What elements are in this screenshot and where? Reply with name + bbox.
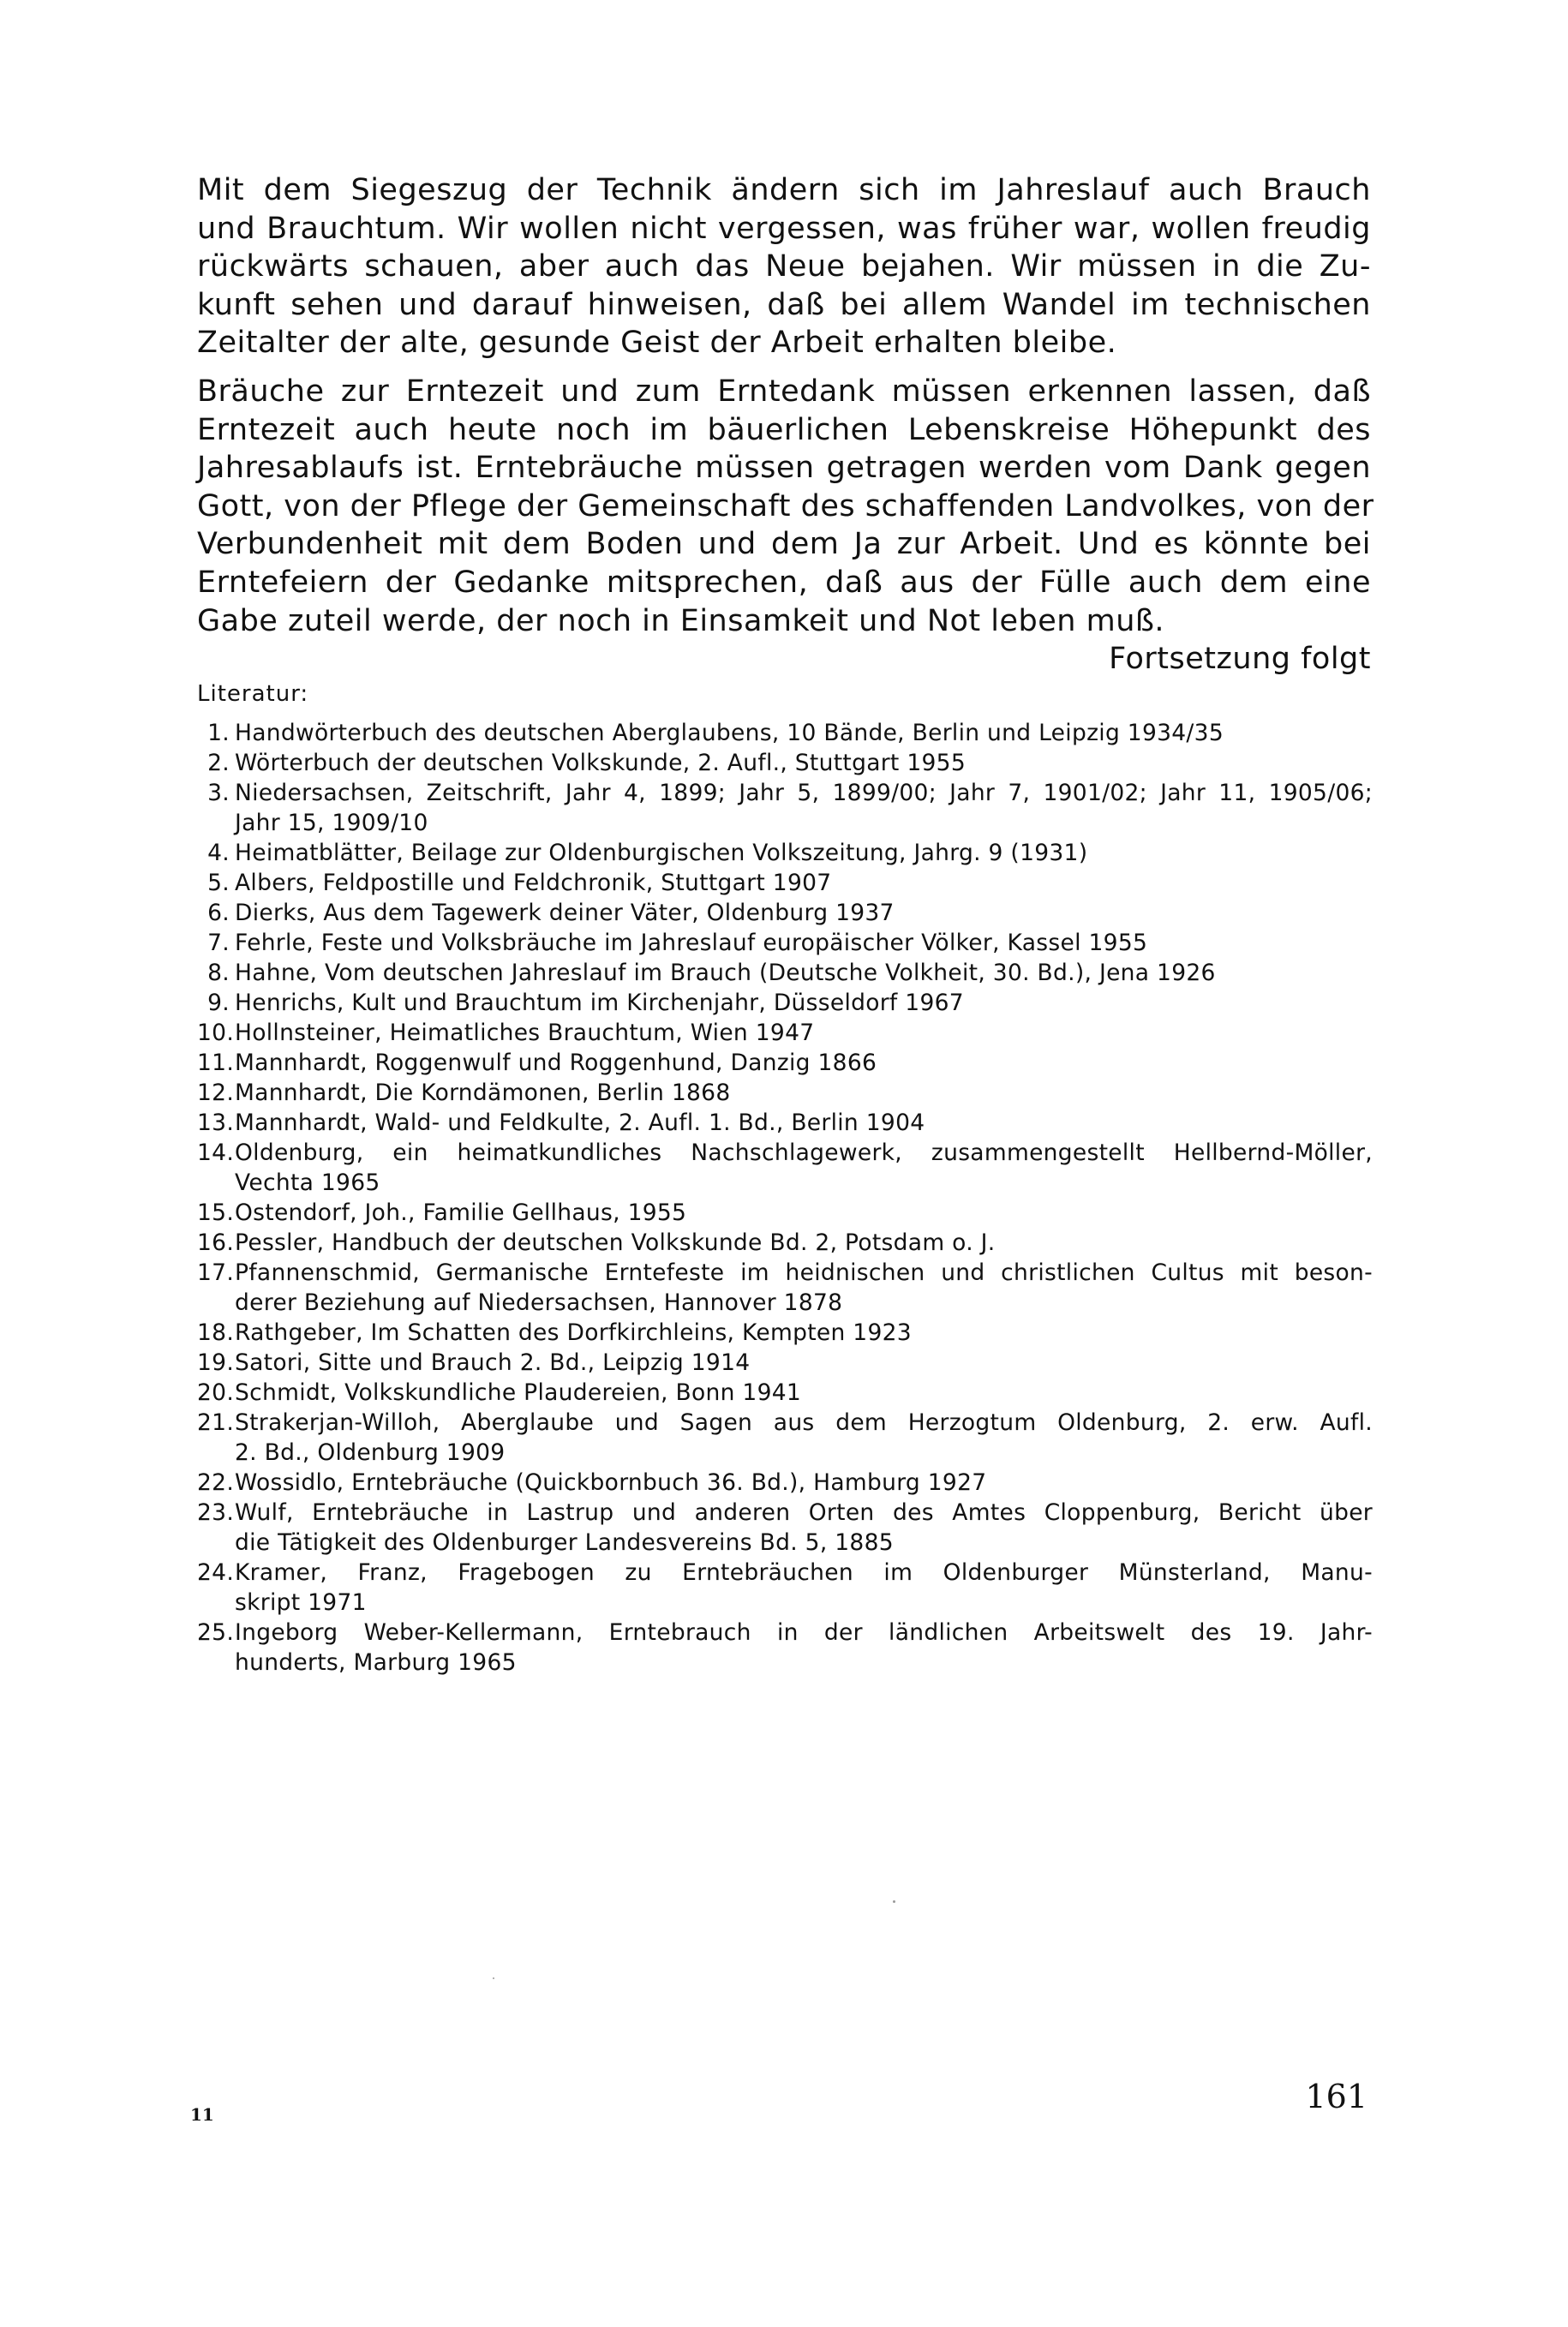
- reference-number: 23.: [197, 1499, 235, 1526]
- text-line: Verbundenheit mit dem Boden und dem Ja zur Arbeit. Und es könnte bei: [197, 527, 1371, 562]
- reference-text: [230, 1018, 1373, 1048]
- reference-item: [197, 868, 1373, 898]
- reference-text: [230, 1468, 1373, 1498]
- reference-line: Jahr 15, 1909/10: [235, 810, 428, 836]
- reference-line: 2. Bd., Oldenburg 1909: [235, 1439, 506, 1466]
- reference-number: 16.: [197, 1229, 235, 1256]
- reference-line: Oldenburg, ein heimatkundliches Nachschlagewerk, zusammengestellt Hellbernd-Möller,: [235, 1140, 1373, 1166]
- text-line: Erntezeit auch heute noch im bäuerlichen Lebenskreise Höhepunkt des: [197, 412, 1371, 447]
- reference-number: 10.: [197, 1020, 235, 1046]
- reference-number: 19.: [197, 1349, 235, 1376]
- reference-item: [197, 898, 1373, 928]
- reference-item: [197, 1108, 1373, 1138]
- reference-line: Satori, Sitte und Brauch 2. Bd., Leipzig 1914: [235, 1349, 751, 1376]
- text-line: und Brauchtum. Wir wollen nicht vergessen, was früher war, wollen freudig: [197, 211, 1371, 246]
- reference-line: Mannhardt, Die Korndämonen, Berlin 1868: [235, 1080, 731, 1106]
- continued-note: Fortsetzung folgt: [1109, 642, 1371, 677]
- reference-number: 22.: [197, 1469, 235, 1496]
- print-speck: [893, 1900, 895, 1903]
- reference-number: 6.: [207, 900, 230, 926]
- reference-item: [197, 1138, 1373, 1198]
- reference-number: 1.: [207, 720, 230, 746]
- reference-number: 4.: [207, 840, 230, 866]
- reference-text: [230, 748, 1373, 778]
- reference-number: 24.: [197, 1559, 235, 1586]
- reference-text: [230, 1558, 1373, 1618]
- reference-text: [230, 1048, 1373, 1078]
- reference-item: [197, 1558, 1373, 1618]
- body-text: [197, 171, 1374, 679]
- reference-text: [230, 928, 1373, 958]
- reference-line: Strakerjan-Willoh, Aberglaube und Sagen aus dem Herzogtum Oldenburg, 2. erw. Aufl.: [235, 1409, 1373, 1436]
- reference-item: [197, 718, 1373, 748]
- reference-text: [230, 1138, 1373, 1198]
- reference-line: Vechta 1965: [235, 1169, 380, 1196]
- reference-line: Schmidt, Volkskundliche Plaudereien, Bonn 1941: [235, 1379, 802, 1406]
- reference-line: Hollnsteiner, Heimatliches Brauchtum, Wien 1947: [235, 1020, 815, 1046]
- reference-item: [197, 988, 1373, 1018]
- reference-text: [230, 838, 1373, 868]
- reference-line: Henrichs, Kult und Brauchtum im Kirchenjahr, Düsseldorf 1967: [235, 990, 964, 1016]
- reference-number: 13.: [197, 1110, 235, 1136]
- text-line: rückwärts schauen, aber auch das Neue bejahen. Wir müssen in die Zu-: [197, 249, 1371, 284]
- reference-number: 17.: [197, 1259, 235, 1286]
- reference-number: 18.: [197, 1319, 235, 1346]
- reference-text: [230, 1348, 1373, 1378]
- reference-item: [197, 1258, 1373, 1318]
- reference-item: [197, 1348, 1373, 1378]
- text-line: Erntefeiern der Gedanke mitsprechen, daß aus der Fülle auch dem eine: [197, 565, 1371, 600]
- reference-item: [197, 1018, 1373, 1048]
- text-line: Gott, von der Pflege der Gemeinschaft des schaffenden Landvolkes, von der: [197, 488, 1374, 523]
- reference-item: [197, 1498, 1373, 1558]
- reference-text: [230, 1408, 1373, 1468]
- reference-number: 25.: [197, 1619, 235, 1646]
- text-line: Gabe zuteil werde, der noch in Einsamkeit und Not leben muß.: [197, 603, 1165, 638]
- reference-text: [230, 1498, 1373, 1558]
- reference-item: [197, 748, 1373, 778]
- reference-line: Niedersachsen, Zeitschrift, Jahr 4, 1899; Jahr 5, 1899/00; Jahr 7, 1901/02; Jahr 11, 1905/06;: [235, 780, 1373, 806]
- reference-number: 12.: [197, 1080, 235, 1106]
- text-line: kunft sehen und darauf hinweisen, daß bei allem Wandel im technischen: [197, 287, 1371, 322]
- reference-text: [230, 988, 1373, 1018]
- reference-line: Wörterbuch der deutschen Volkskunde, 2. Aufl., Stuttgart 1955: [235, 750, 966, 776]
- reference-list: [197, 718, 1373, 1678]
- reference-text: [230, 868, 1373, 898]
- reference-line: Kramer, Franz, Fragebogen zu Erntebräuchen im Oldenburger Münsterland, Manu-: [235, 1559, 1373, 1586]
- reference-line: Pessler, Handbuch der deutschen Volkskunde Bd. 2, Potsdam o. J.: [235, 1229, 996, 1256]
- reference-text: [230, 718, 1373, 748]
- reference-line: Dierks, Aus dem Tagewerk deiner Väter, Oldenburg 1937: [235, 900, 895, 926]
- page-number: 161: [1305, 2078, 1368, 2115]
- reference-text: [230, 778, 1373, 838]
- reference-number: 9.: [207, 990, 230, 1016]
- literature-heading: Literatur:: [197, 681, 309, 707]
- reference-item: [197, 1468, 1373, 1498]
- reference-text: [230, 1258, 1373, 1318]
- print-speck: [493, 1977, 494, 1979]
- reference-line: Ostendorf, Joh., Familie Gellhaus, 1955: [235, 1199, 687, 1226]
- reference-line: Wossidlo, Erntebräuche (Quickbornbuch 36. Bd.), Hamburg 1927: [235, 1469, 987, 1496]
- reference-text: [230, 1228, 1373, 1258]
- reference-item: [197, 1048, 1373, 1078]
- reference-number: 5.: [207, 870, 230, 896]
- reference-item: [197, 1618, 1373, 1678]
- reference-item: [197, 928, 1373, 958]
- reference-number: 21.: [197, 1409, 235, 1436]
- reference-number: 15.: [197, 1199, 235, 1226]
- reference-item: [197, 1378, 1373, 1408]
- reference-item: [197, 1078, 1373, 1108]
- reference-line: Rathgeber, Im Schatten des Dorfkirchleins, Kempten 1923: [235, 1319, 912, 1346]
- reference-text: [230, 1618, 1373, 1678]
- reference-item: [197, 1228, 1373, 1258]
- text-line: Bräuche zur Erntezeit und zum Erntedank müssen erkennen lassen, daß: [197, 374, 1371, 409]
- reference-line: skript 1971: [235, 1589, 367, 1616]
- reference-number: 8.: [207, 960, 230, 986]
- reference-line: derer Beziehung auf Niedersachsen, Hannover 1878: [235, 1289, 843, 1316]
- reference-text: [230, 1318, 1373, 1348]
- paragraph-1: [197, 171, 1371, 362]
- reference-number: 2.: [207, 750, 230, 776]
- reference-item: [197, 838, 1373, 868]
- reference-number: 3.: [207, 780, 230, 806]
- reference-line: Pfannenschmid, Germanische Erntefeste im heidnischen und christlichen Cultus mit beson-: [235, 1259, 1373, 1286]
- reference-text: [230, 1078, 1373, 1108]
- reference-item: [197, 1198, 1373, 1228]
- text-line: Jahresablaufs ist. Erntebräuche müssen getragen werden vom Dank gegen: [197, 451, 1371, 486]
- reference-item: [197, 778, 1373, 838]
- reference-line: Mannhardt, Roggenwulf und Roggenhund, Danzig 1866: [235, 1050, 877, 1076]
- reference-number: 11.: [197, 1050, 235, 1076]
- reference-text: [230, 958, 1373, 988]
- text-line: Zeitalter der alte, gesunde Geist der Arbeit erhalten bleibe.: [197, 326, 1117, 361]
- reference-text: [230, 898, 1373, 928]
- reference-number: 7.: [207, 930, 230, 956]
- reference-text: [230, 1108, 1373, 1138]
- paragraph-2: [197, 373, 1374, 640]
- reference-line: Mannhardt, Wald- und Feldkulte, 2. Aufl. 1. Bd., Berlin 1904: [235, 1110, 925, 1136]
- reference-line: Fehrle, Feste und Volksbräuche im Jahreslauf europäischer Völker, Kassel 1955: [235, 930, 1148, 956]
- reference-item: [197, 958, 1373, 988]
- reference-line: Wulf, Erntebräuche in Lastrup und anderen Orten des Amtes Cloppenburg, Bericht über: [235, 1499, 1373, 1526]
- reference-item: [197, 1408, 1373, 1468]
- reference-number: 20.: [197, 1379, 235, 1406]
- reference-line: Albers, Feldpostille und Feldchronik, Stuttgart 1907: [235, 870, 832, 896]
- text-line: Mit dem Siegeszug der Technik ändern sich im Jahreslauf auch Brauch: [197, 173, 1371, 207]
- reference-line: Handwörterbuch des deutschen Aberglaubens, 10 Bände, Berlin und Leipzig 1934/35: [235, 720, 1224, 746]
- reference-text: [230, 1198, 1373, 1228]
- reference-item: [197, 1318, 1373, 1348]
- reference-line: Hahne, Vom deutschen Jahreslauf im Brauch (Deutsche Volkheit, 30. Bd.), Jena 1926: [235, 960, 1216, 986]
- reference-line: die Tätigkeit des Oldenburger Landesvereins Bd. 5, 1885: [235, 1529, 894, 1556]
- reference-line: Ingeborg Weber-Kellermann, Erntebrauch in der ländlichen Arbeitswelt des 19. Jahr-: [235, 1619, 1373, 1646]
- reference-number: 14.: [197, 1140, 235, 1166]
- reference-text: [230, 1378, 1373, 1408]
- signature-mark: 11: [190, 2104, 214, 2125]
- reference-line: hunderts, Marburg 1965: [235, 1649, 517, 1676]
- reference-line: Heimatblätter, Beilage zur Oldenburgischen Volkszeitung, Jahrg. 9 (1931): [235, 840, 1088, 866]
